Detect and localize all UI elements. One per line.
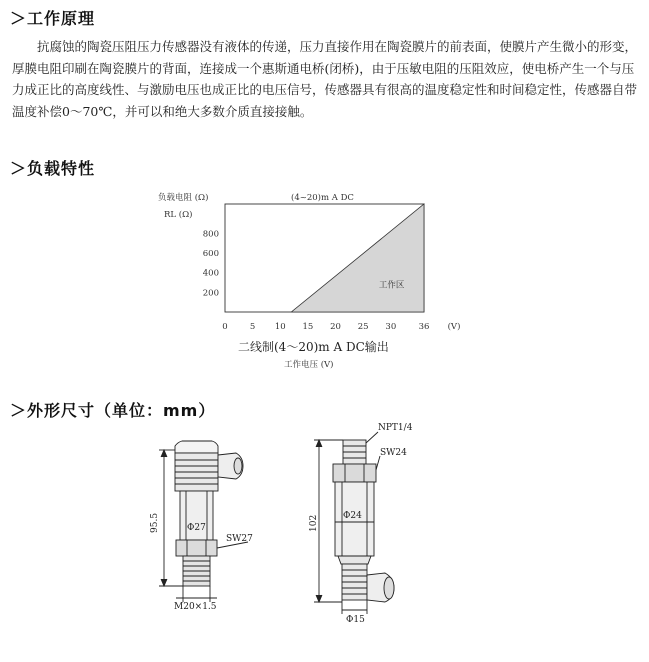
right-diameter-label: Φ24 [343, 511, 362, 521]
right-height-label: 102 [309, 514, 319, 532]
chart-x-tick-label: 15 [302, 322, 314, 332]
chart-y-tick-label: 200 [202, 288, 219, 299]
left-height-label: 95.5 [150, 512, 160, 533]
chart-y-tick-label: 600 [202, 249, 219, 260]
right-bottom-label: Φ15 [346, 615, 365, 625]
chart-x-tick-label: 0 [222, 322, 228, 332]
chart-ylabel-line2: RL (Ω) [164, 210, 193, 220]
chart-x-tick-label: 10 [274, 322, 286, 332]
chart-ylabel-line1: 负载电阻 (Ω) [158, 193, 209, 203]
chart-x-tick-label: 5 [249, 322, 256, 332]
chart-caption: 二线制(4～20)m A DC输出 [238, 340, 389, 354]
chart-y-tick-label: 400 [202, 268, 219, 279]
right-hex-nut [333, 464, 376, 482]
chart-title: (4~20)m A DC [291, 193, 354, 203]
chart-x-tick-label: 25 [357, 322, 369, 332]
principle-heading: ＞工作原理 [10, 9, 96, 28]
chart-y-tick-label: 800 [202, 229, 219, 240]
chart-x-tick-label: 30 [385, 322, 397, 332]
chart-region-label: 工作区 [378, 280, 405, 291]
chart-xlabel: 工作电压 (V) [284, 360, 334, 370]
right-thread-label: NPT1/4 [378, 423, 413, 433]
left-diameter-label: Φ27 [187, 523, 206, 533]
load-heading: ＞负载特性 [10, 159, 96, 178]
right-wrench-label: SW24 [380, 448, 407, 458]
principle-paragraph: 抗腐蚀的陶瓷压阻压力传感器没有液体的传递，压力直接作用在陶瓷膜片的前表面，使膜片产生微小的形变，厚膜电阻印刷在陶瓷膜片的背面，连接成一个惠斯通电桥(闭桥)，由于压敏电阻的压阻效应，使电桥产生一个与压力成正比的高度线性、与激励电压也成正比的电压信号，传感器具有很高的温度稳定性和时间稳定性，传感器自带温度补偿0～70℃，并可以和绝大多数介质直接接触。 [12, 39, 638, 119]
dimensions-heading: ＞外形尺寸（单位：mm） [10, 401, 216, 420]
chart-x-tick-label: 20 [330, 322, 341, 332]
left-thread-label: M20×1.5 [174, 602, 217, 612]
left-wrench-label: SW27 [226, 534, 253, 544]
chart-x-tick-label: (V) [447, 322, 461, 332]
chart-x-tick-label: 36 [418, 322, 430, 332]
